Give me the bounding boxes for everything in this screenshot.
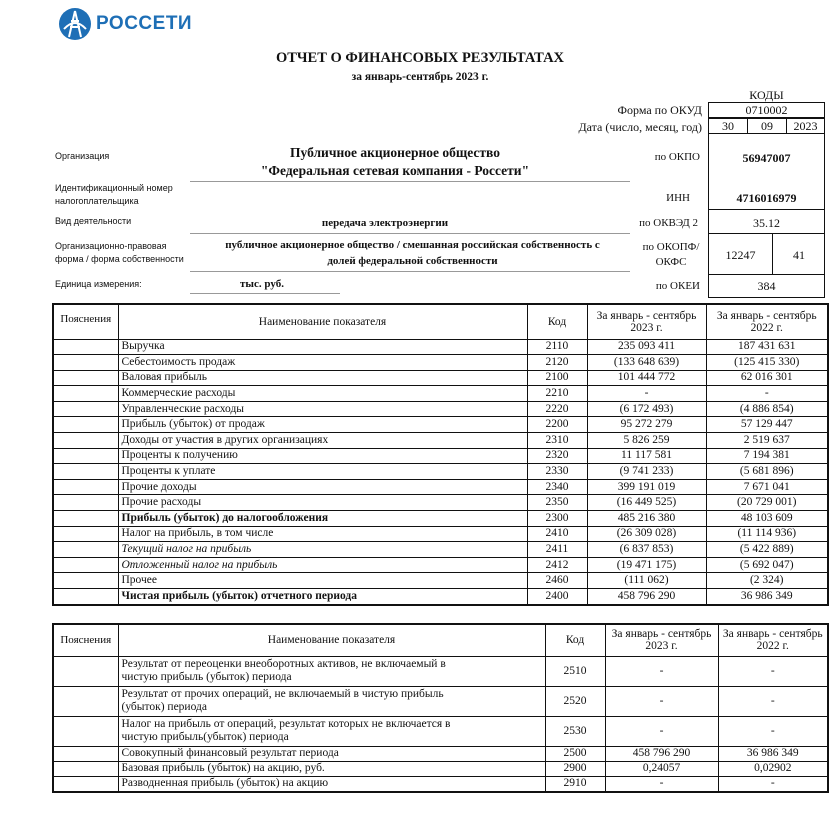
row-notes-cell xyxy=(53,686,118,716)
org-label: Организация xyxy=(55,151,110,161)
row-previous-value: - xyxy=(718,776,828,792)
row-code-cell: 2200 xyxy=(527,417,587,433)
row-current-value: 0,24057 xyxy=(605,761,718,776)
row-notes-cell xyxy=(53,557,118,573)
okpo-value: 56947007 xyxy=(742,151,791,165)
row-code-cell: 2210 xyxy=(527,386,587,402)
okopf-label-line2: ОКФС xyxy=(655,256,687,268)
table-row xyxy=(53,557,828,573)
row-previous-value: - xyxy=(706,386,828,402)
table-row xyxy=(53,511,828,527)
row-name-cell: Выручка xyxy=(118,339,527,355)
row-current-value: (111 062) xyxy=(587,573,706,589)
row-previous-value: (5 692 047) xyxy=(706,557,828,573)
row-code-cell: 2530 xyxy=(545,716,605,746)
financial-results-table xyxy=(52,303,829,606)
okved-divider xyxy=(708,233,825,234)
report-title: ОТЧЕТ О ФИНАНСОВЫХ РЕЗУЛЬТАТАХ xyxy=(275,50,565,66)
unit-underline xyxy=(190,293,340,294)
row-name-cell: Отложенный налог на прибыль xyxy=(118,557,527,573)
inn-label: ИНН xyxy=(666,192,690,204)
row-notes-cell xyxy=(53,464,118,480)
date-year: 2023 xyxy=(786,118,825,134)
table-row xyxy=(53,716,828,746)
row-previous-value: (2 324) xyxy=(706,573,828,589)
row-current-value: 95 272 279 xyxy=(587,417,706,433)
row-notes-cell xyxy=(53,417,118,433)
row-previous-value: - xyxy=(718,716,828,746)
table-row xyxy=(53,656,828,686)
row-code-cell: 2330 xyxy=(527,464,587,480)
unit-value: тыс. руб. xyxy=(240,278,284,290)
row-previous-value: 36 986 349 xyxy=(718,746,828,761)
row-name-cell: Коммерческие расходы xyxy=(118,386,527,402)
report-period: за январь-сентябрь 2023 г. xyxy=(351,71,489,83)
row-name-cell: Совокупный финансовый результат периода xyxy=(118,746,545,761)
row-name-cell: Результат от переоценки внеоборотных активов, не включаемый в чистую прибыль (убыток) периода xyxy=(118,656,545,686)
legal-form-line1: публичное акционерное общество / смешанная российская собственность с xyxy=(225,239,600,251)
table-row xyxy=(53,526,828,542)
table-row xyxy=(53,542,828,558)
row-code-cell: 2460 xyxy=(527,573,587,589)
header2-previous-period: За январь - сентябрь 2022 г. xyxy=(718,624,828,656)
row-notes-cell xyxy=(53,386,118,402)
row-notes-cell xyxy=(53,573,118,589)
row-name-cell: Проценты к получению xyxy=(118,448,527,464)
row-notes-cell xyxy=(53,589,118,605)
table-row xyxy=(53,589,828,605)
row-code-cell: 2412 xyxy=(527,557,587,573)
row-previous-value: - xyxy=(718,686,828,716)
row-code-cell: 2310 xyxy=(527,433,587,449)
row-code-cell: 2340 xyxy=(527,479,587,495)
okei-value: 384 xyxy=(757,279,776,293)
table-row xyxy=(53,433,828,449)
row-name-cell: Валовая прибыль xyxy=(118,370,527,386)
header2-name: Наименование показателя xyxy=(118,624,545,656)
legal-form-label-line1: Организационно-правовая xyxy=(55,241,167,251)
row-current-value: 399 191 019 xyxy=(587,479,706,495)
row-previous-value: - xyxy=(718,656,828,686)
okopf-value: 12247 xyxy=(725,248,756,262)
header2-code: Код xyxy=(545,624,605,656)
row-name-cell: Доходы от участия в других организациях xyxy=(118,433,527,449)
row-notes-cell xyxy=(53,339,118,355)
row-previous-value: (11 114 936) xyxy=(706,526,828,542)
table-row xyxy=(53,776,828,792)
row-name-cell: Налог на прибыль, в том числе xyxy=(118,526,527,542)
okei-label: по ОКЕИ xyxy=(655,280,700,292)
row-current-value: (26 309 028) xyxy=(587,526,706,542)
table-row xyxy=(53,339,828,355)
activity-value: передача электроэнергии xyxy=(321,217,449,229)
row-notes-cell xyxy=(53,716,118,746)
row-code-cell: 2520 xyxy=(545,686,605,716)
row-previous-value: 62 016 301 xyxy=(706,370,828,386)
row-code-cell: 2500 xyxy=(545,746,605,761)
header-name: Наименование показателя xyxy=(118,304,527,339)
row-code-cell: 2110 xyxy=(527,339,587,355)
row-name-cell: Налог на прибыль от операций, результат которых не включается в чистую прибыль(убыток) периода xyxy=(118,716,545,746)
legal-form-underline xyxy=(190,271,630,272)
row-current-value: (6 172 493) xyxy=(587,401,706,417)
codes-header: КОДЫ xyxy=(749,88,784,102)
row-code-cell: 2510 xyxy=(545,656,605,686)
okud-label: Форма по ОКУД xyxy=(617,103,702,117)
row-name-cell: Себестоимость продаж xyxy=(118,355,527,371)
activity-label: Вид деятельности xyxy=(55,216,132,226)
okpo-label: по ОКПО xyxy=(654,151,700,163)
table-row xyxy=(53,448,828,464)
table-row xyxy=(53,401,828,417)
row-name-cell: Чистая прибыль (убыток) отчетного периода xyxy=(118,589,527,605)
row-notes-cell xyxy=(53,656,118,686)
okud-value: 0710002 xyxy=(708,102,825,118)
row-name-cell: Текущий налог на прибыль xyxy=(118,542,527,558)
row-previous-value: 187 431 631 xyxy=(706,339,828,355)
row-previous-value: 7 671 041 xyxy=(706,479,828,495)
okopf-divider xyxy=(708,274,825,275)
row-current-value: (19 471 175) xyxy=(587,557,706,573)
okopf-label-line1: по ОКОПФ/ xyxy=(642,241,700,253)
row-notes-cell xyxy=(53,355,118,371)
row-previous-value: 7 194 381 xyxy=(706,448,828,464)
row-code-cell: 2910 xyxy=(545,776,605,792)
header2-notes: Пояснения xyxy=(53,624,118,656)
row-current-value: 458 796 290 xyxy=(587,589,706,605)
row-notes-cell xyxy=(53,526,118,542)
date-label: Дата (число, месяц, год) xyxy=(578,120,702,134)
table-row xyxy=(53,370,828,386)
row-current-value: 101 444 772 xyxy=(587,370,706,386)
comprehensive-results-table xyxy=(52,623,829,793)
table-row xyxy=(53,417,828,433)
table-header-row xyxy=(53,304,828,339)
okved-label: по ОКВЭД 2 xyxy=(639,217,698,229)
row-notes-cell xyxy=(53,761,118,776)
legal-form-line2: долей федеральной собственности xyxy=(327,255,498,267)
row-code-cell: 2320 xyxy=(527,448,587,464)
row-current-value: - xyxy=(605,686,718,716)
row-name-cell: Проценты к уплате xyxy=(118,464,527,480)
org-name-line2: "Федеральная сетевая компания - Россети" xyxy=(260,163,530,178)
row-notes-cell xyxy=(53,401,118,417)
row-previous-value: 36 986 349 xyxy=(706,589,828,605)
row-name-cell: Прочие расходы xyxy=(118,495,527,511)
row-current-value: (133 648 639) xyxy=(587,355,706,371)
row-notes-cell xyxy=(53,433,118,449)
org-underline xyxy=(190,181,630,182)
row-current-value: 235 093 411 xyxy=(587,339,706,355)
row-previous-value: (4 886 854) xyxy=(706,401,828,417)
row-previous-value: 48 103 609 xyxy=(706,511,828,527)
row-name-cell: Результат от прочих операций, не включаемый в чистую прибыль (убыток) периода xyxy=(118,686,545,716)
row-name-cell: Базовая прибыль (убыток) на акцию, руб. xyxy=(118,761,545,776)
date-month: 09 xyxy=(747,118,787,134)
row-previous-value: (5 681 896) xyxy=(706,464,828,480)
inn-divider xyxy=(708,209,825,210)
row-previous-value: (20 729 001) xyxy=(706,495,828,511)
row-current-value: - xyxy=(605,716,718,746)
inn-value: 4716016979 xyxy=(736,191,797,205)
table-row xyxy=(53,495,828,511)
row-name-cell: Прибыль (убыток) до налогообложения xyxy=(118,511,527,527)
legal-form-label-line2: форма / форма собственности xyxy=(55,254,184,264)
row-current-value: 458 796 290 xyxy=(605,746,718,761)
header2-current-period: За январь - сентябрь 2023 г. xyxy=(605,624,718,656)
okopf-divider-v xyxy=(772,234,773,274)
row-code-cell: 2300 xyxy=(527,511,587,527)
row-code-cell: 2120 xyxy=(527,355,587,371)
company-logo xyxy=(58,6,208,42)
okved-value: 35.12 xyxy=(753,216,780,230)
row-code-cell: 2400 xyxy=(527,589,587,605)
table-row xyxy=(53,386,828,402)
row-notes-cell xyxy=(53,370,118,386)
table-row xyxy=(53,761,828,776)
row-notes-cell xyxy=(53,448,118,464)
row-code-cell: 2350 xyxy=(527,495,587,511)
table-row xyxy=(53,573,828,589)
row-current-value: - xyxy=(605,656,718,686)
row-current-value: 5 826 259 xyxy=(587,433,706,449)
row-notes-cell xyxy=(53,746,118,761)
row-name-cell: Разводненная прибыль (убыток) на акцию xyxy=(118,776,545,792)
row-current-value: 485 216 380 xyxy=(587,511,706,527)
row-code-cell: 2410 xyxy=(527,526,587,542)
row-current-value: - xyxy=(587,386,706,402)
row-previous-value: (5 422 889) xyxy=(706,542,828,558)
row-notes-cell xyxy=(53,511,118,527)
unit-label: Единица измерения: xyxy=(55,279,142,289)
table-row xyxy=(53,479,828,495)
row-current-value: 11 117 581 xyxy=(587,448,706,464)
row-name-cell: Прочее xyxy=(118,573,527,589)
row-code-cell: 2411 xyxy=(527,542,587,558)
row-previous-value: 0,02902 xyxy=(718,761,828,776)
row-code-cell: 2100 xyxy=(527,370,587,386)
row-previous-value: (125 415 330) xyxy=(706,355,828,371)
row-notes-cell xyxy=(53,542,118,558)
row-code-cell: 2220 xyxy=(527,401,587,417)
row-previous-value: 57 129 447 xyxy=(706,417,828,433)
table-row xyxy=(53,464,828,480)
org-name-line1: Публичное акционерное общество xyxy=(290,145,500,160)
row-name-cell: Управленческие расходы xyxy=(118,401,527,417)
table2-header-row xyxy=(53,624,828,656)
inn-caption-line1: Идентификационный номер xyxy=(55,183,173,193)
row-notes-cell xyxy=(53,479,118,495)
row-previous-value: 2 519 637 xyxy=(706,433,828,449)
row-current-value: (9 741 233) xyxy=(587,464,706,480)
inn-caption-line2: налогоплательщика xyxy=(55,196,139,206)
header-previous-period: За январь - сентябрь 2022 г. xyxy=(706,304,828,339)
table-row xyxy=(53,686,828,716)
row-name-cell: Прочие доходы xyxy=(118,479,527,495)
row-current-value: (6 837 853) xyxy=(587,542,706,558)
row-notes-cell xyxy=(53,776,118,792)
header-notes: Пояснения xyxy=(53,304,118,339)
rosseti-logo-icon xyxy=(58,7,92,41)
logo-wordmark: РОССЕТИ xyxy=(96,13,193,34)
row-current-value: - xyxy=(605,776,718,792)
header-code: Код xyxy=(527,304,587,339)
row-current-value: (16 449 525) xyxy=(587,495,706,511)
row-code-cell: 2900 xyxy=(545,761,605,776)
row-notes-cell xyxy=(53,495,118,511)
row-name-cell: Прибыль (убыток) от продаж xyxy=(118,417,527,433)
okfs-value: 41 xyxy=(793,248,805,262)
table-row xyxy=(53,746,828,761)
header-current-period: За январь - сентябрь 2023 г. xyxy=(587,304,706,339)
date-day: 30 xyxy=(708,118,748,134)
activity-underline xyxy=(190,233,630,234)
table-row xyxy=(53,355,828,371)
